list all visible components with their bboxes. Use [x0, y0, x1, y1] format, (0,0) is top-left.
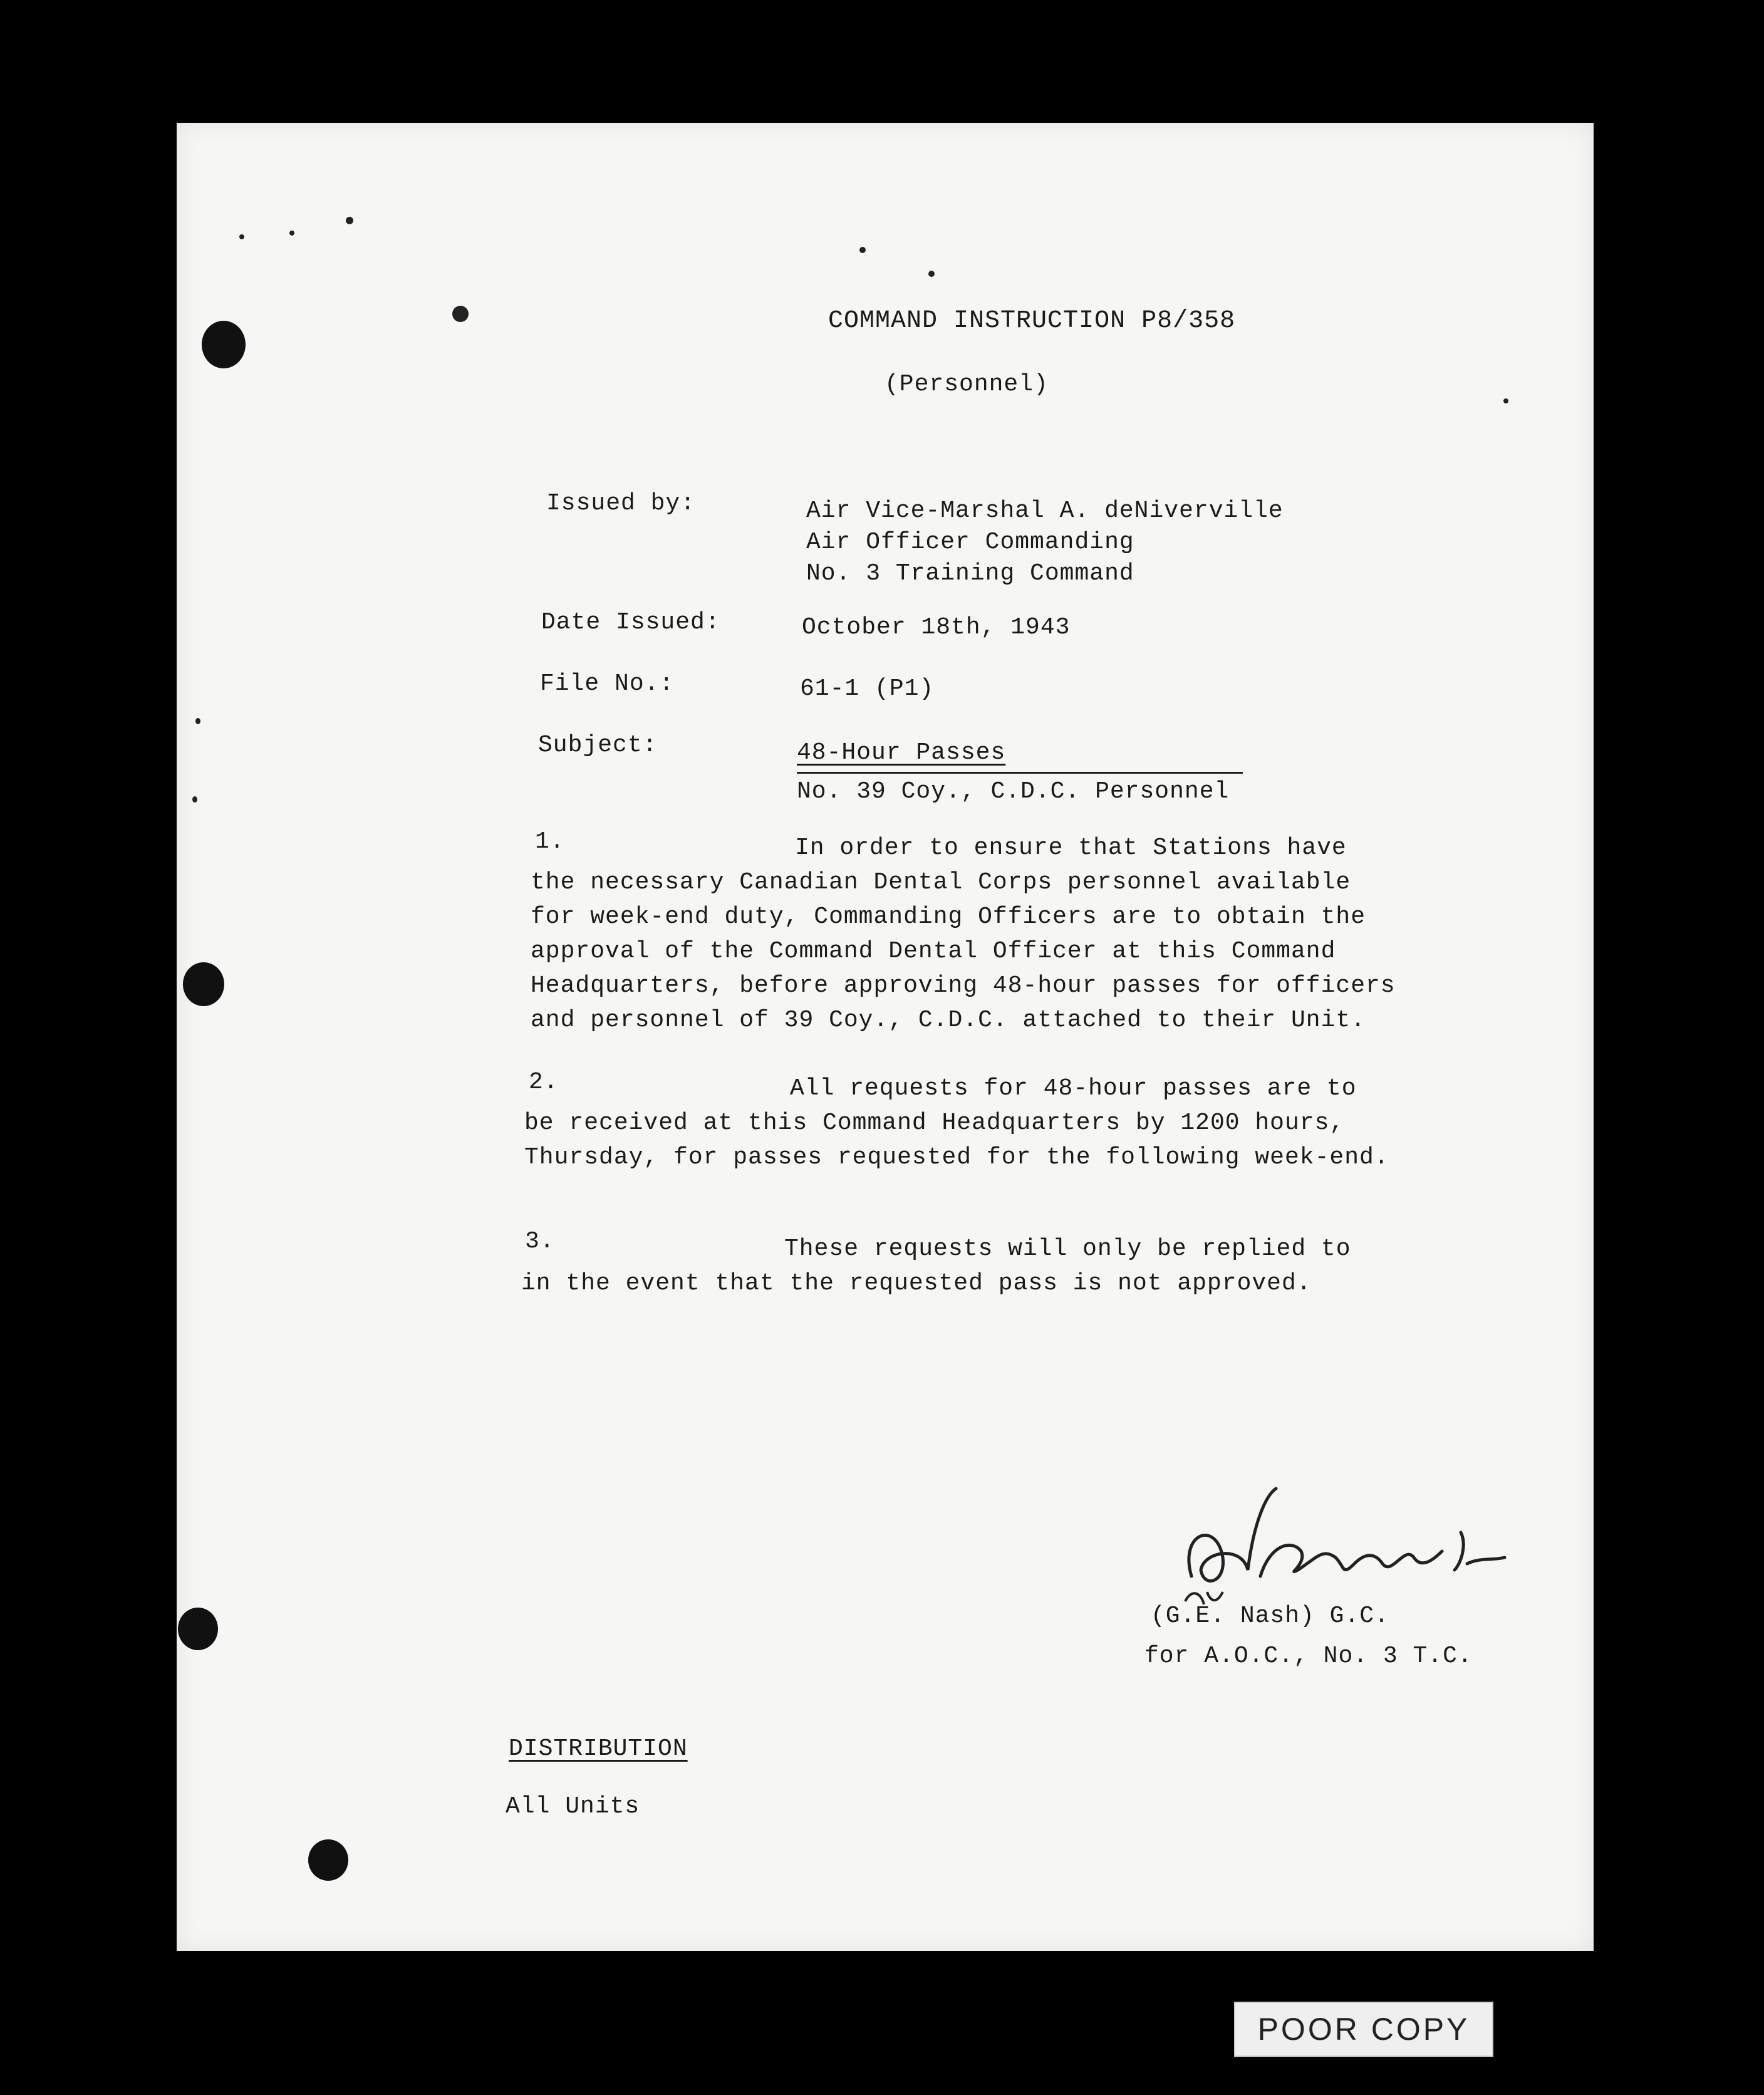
- ink-speck: [1503, 398, 1508, 403]
- punch-hole: [308, 1839, 348, 1881]
- paragraph-1-text: In order to ensure that Stations have the necessary Canadian Dental Corps personnel available for week-end duty, Commanding Officers are to obtain the approval of the Command Dental Officer at this Command Headquarters, before approving 48-hour passes for officers and personnel of 39 Coy., C.D.C. attached to their Unit.: [531, 834, 1396, 1034]
- issued-by-line-2: Air Officer Commanding: [806, 529, 1134, 556]
- ink-speck: [289, 231, 294, 236]
- ink-speck: [928, 271, 935, 277]
- ink-speck: [346, 217, 353, 224]
- date-issued-label: Date Issued:: [541, 609, 720, 636]
- subject-label: Subject:: [538, 732, 658, 759]
- paragraph-1-number: 1.: [535, 828, 565, 855]
- document-title: COMMAND INSTRUCTION P8/358: [828, 307, 1236, 335]
- document-page: [177, 123, 1594, 1951]
- issued-by-line-1: Air Vice-Marshal A. deNiverville: [806, 497, 1284, 524]
- paragraph-3-number: 3.: [525, 1228, 555, 1255]
- ink-speck: [192, 796, 197, 803]
- punch-hole: [178, 1608, 218, 1650]
- subject-line-1: 48-Hour Passes: [797, 739, 1006, 766]
- paragraph-3-text: These requests will only be replied to in the event that the requested pass is not approved.: [521, 1235, 1351, 1297]
- signatory-for-line: for A.O.C., No. 3 T.C.: [1144, 1643, 1473, 1670]
- ink-speck: [195, 718, 200, 724]
- handwritten-signature: [1166, 1482, 1555, 1614]
- ink-speck: [239, 234, 244, 239]
- subject-line-2: No. 39 Coy., C.D.C. Personnel: [797, 778, 1230, 805]
- issued-by-line-3: No. 3 Training Command: [806, 560, 1134, 587]
- punch-hole: [202, 321, 246, 368]
- file-no-label: File No.:: [540, 670, 675, 697]
- distribution-heading: DISTRIBUTION: [509, 1735, 688, 1762]
- signatory-name: (G.E. Nash) G.C.: [1151, 1603, 1389, 1630]
- poor-copy-stamp: POOR COPY: [1234, 2002, 1493, 2057]
- ink-speck: [859, 247, 866, 253]
- date-issued-value: October 18th, 1943: [802, 614, 1071, 641]
- distribution-value: All Units: [506, 1793, 640, 1820]
- document-subtitle: (Personnel): [885, 371, 1049, 398]
- file-no-value: 61-1 (P1): [800, 675, 935, 702]
- paragraph-2-number: 2.: [529, 1069, 559, 1096]
- issued-by-label: Issued by:: [546, 490, 696, 517]
- paragraph-2-text: All requests for 48-hour passes are to be received at this Command Headquarters by 1200 hours, Thursday, for passes requested for the following week-end.: [524, 1075, 1389, 1172]
- punch-hole: [183, 962, 224, 1006]
- ink-speck: [452, 306, 469, 322]
- subject-underline: [797, 772, 1243, 774]
